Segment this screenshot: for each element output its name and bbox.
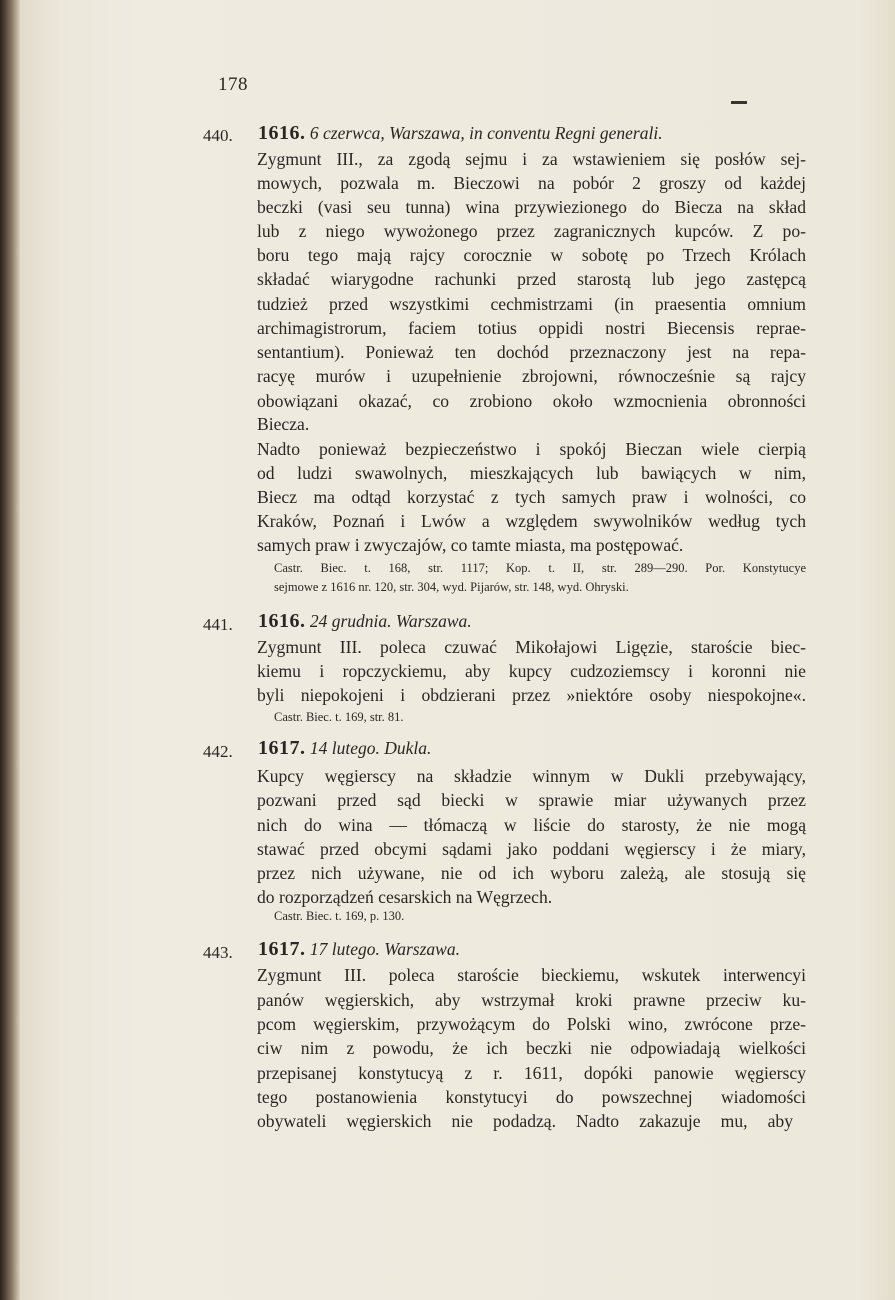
page-number: 178 [218,74,248,95]
text-line: stawać przed obcymi sądami jako poddani węgierscy i że miary, [257,839,806,859]
text-line: lub z niego wywożonego przez zagranicznych kupców. Z po- [257,221,806,241]
entry-number: 443. [203,943,233,962]
text-line: Zygmunt III., za zgodą sejmu i za wstawieniem się posłów sej- [257,149,806,169]
text-line: Zygmunt III. poleca czuwać Mikołajowi Ligęzie, staroście biec- [257,637,806,657]
text-line: od ludzi swawolnych, mieszkających lub bawiących w nim, [257,463,806,483]
entry-year: 1616. [258,122,306,144]
header-rule [731,101,747,104]
text-line: Biecza. [257,414,310,434]
entry-date-place: 17 lutego. Warszawa. [309,939,460,959]
entry-heading [258,737,431,760]
text-line: racyę murów i uzupełnienie zbrojowni, równocześnie są rajcy [257,366,806,386]
entry-date-place: 6 czerwca, Warszawa, in conventu Regni generali. [309,123,663,143]
entry-year: 1617. [258,737,306,759]
text-line: Kraków, Poznań i Lwów a względem swywolników według tych [257,511,806,531]
book-spine [0,0,20,1300]
text-line: panów węgierskich, aby wstrzymał kroki prawne przeciw ku- [257,990,806,1010]
text-line: pcom węgierskim, przywożącym do Polski wino, zwrócone prze- [257,1014,806,1034]
text-line: nich do wina — tłómaczą w liście do starosty, że nie mogą [257,815,806,835]
entry-year: 1616. [258,610,306,632]
source-citation: Castr. Biec. t. 169, p. 130. [274,909,405,923]
text-line: obowiązani okazać, co zrobiono około wzmocnienia obronności [257,391,806,411]
text-line: mowych, pozwala m. Bieczowi na pobór 2 groszy od każdej [257,173,806,193]
entry-number: 440. [203,126,233,145]
text-line: Nadto ponieważ bezpieczeństwo i spokój Bieczan wiele cierpią [257,439,806,459]
source-citation: sejmowe z 1616 nr. 120, str. 304, wyd. Pijarów, str. 148, wyd. Ohryski. [274,580,629,594]
text-line: ciw nim z powodu, że ich beczki nie odpowiadają wielkości [257,1038,806,1058]
text-line: samych praw i zwyczajów, co tamte miasta, ma postępować. [257,535,684,555]
entry-date-place: 14 lutego. Dukla. [309,738,432,758]
entry-year: 1617. [258,938,306,960]
entry-heading [258,938,460,961]
entry-number: 441. [203,615,233,634]
text-line: kiemu i ropczyckiemu, aby kupcy cudzoziemscy i koronni nie [257,661,806,681]
entry-date-place: 24 grudnia. Warszawa. [309,611,472,631]
text-line: składać wiarygodne rachunki przed starostą lub jego zastępcą [257,269,806,289]
text-line: przepisanej konstytucyą z r. 1611, dopóki panowie węgierscy [257,1063,806,1083]
entry-heading [258,122,663,145]
text-line: tego postanowienia konstytucyi do powszechnej wiadomości [257,1087,806,1107]
source-citation: Castr. Biec. t. 168, str. 1117; Kop. t. II, str. 289—290. Por. Konstytucye [274,561,806,575]
text-line: byli niepokojeni i obdzierani przez »niektóre osoby niespokojne«. [257,685,806,705]
text-line: tudzież przed wszystkimi cechmistrzami (in praesentia omnium [257,294,806,314]
text-line: do rozporządzeń cesarskich na Węgrzech. [257,887,553,907]
text-line: obywateli węgierskich nie podadzą. Nadto zakazuje mu, aby [257,1111,793,1131]
entry-number: 442. [203,742,233,761]
text-line: przez nich używane, nie od ich wyboru zależą, ale stosują się [257,863,806,883]
text-line: archimagistrorum, faciem totius oppidi nostri Biecensis reprae- [257,318,806,338]
entry-heading [258,610,472,633]
text-line: boru tego mają rajcy corocznie w sobotę po Trzech Królach [257,245,806,265]
source-citation: Castr. Biec. t. 169, str. 81. [274,710,404,724]
text-line: Kupcy węgierscy na składzie winnym w Dukli przebywający, [257,766,806,786]
text-line: Biecz ma odtąd korzystać z tych samych praw i wolności, co [257,487,806,507]
text-line: pozwani przed sąd biecki w sprawie miar używanych przez [257,790,806,810]
text-line: sentantium). Ponieważ ten dochód przeznaczony jest na repa- [257,342,806,362]
text-line: beczki (vasi seu tunna) wina przywiezionego do Biecza na skład [257,197,806,217]
text-line: Zygmunt III. poleca staroście bieckiemu, wskutek interwencyi [257,965,806,985]
